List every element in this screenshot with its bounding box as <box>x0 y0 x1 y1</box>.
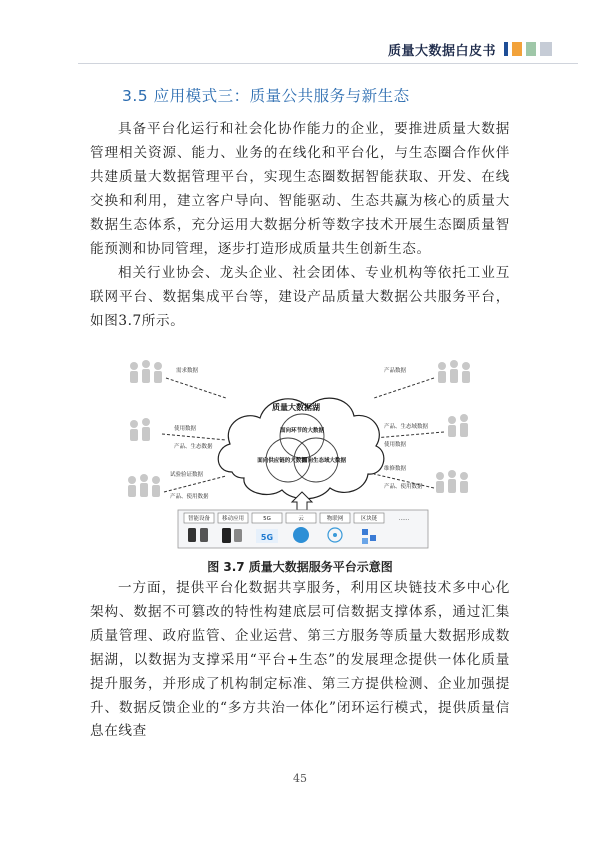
flow-sub-right-2: 使用数据 <box>384 442 407 448</box>
tech-label-cloud: 云 <box>298 516 304 522</box>
tech-label-mobile-app: 移动应用 <box>221 516 245 522</box>
tech-label-iot: 物联网 <box>326 516 344 522</box>
tech-label-more: ...... <box>398 516 410 522</box>
page-number: 45 <box>293 772 307 785</box>
flow-label-left-2: 使用数据 <box>174 426 197 432</box>
data-lake-cloud <box>218 398 384 499</box>
flow-label-right-1: 产品数据 <box>384 368 407 374</box>
tech-label-5g: 5G <box>263 516 271 522</box>
venn-left-label: 面向供应链的大数据 <box>257 458 307 464</box>
flow-label-left-3: 试验验证数据 <box>170 472 204 478</box>
paragraph-2: 相关行业协会、龙头企业、社会团体、专业机构等依托工业互联网平台、数据集成平台等，建设产品质量大数据公共服务平台，如图3.7所示。 <box>90 265 510 329</box>
user-group-icon <box>130 360 162 383</box>
blockchain-icon <box>362 529 368 535</box>
phone-icon <box>200 528 208 542</box>
phone-icon <box>222 528 231 543</box>
paragraph-1: 具备平台化运行和社会化协作能力的企业，要推进质量大数据管理相关资源、能力、业务的在线化和平台化，与生态圈合作伙伴共建质量大数据管理平台，实现生态圈数据智能获取、开发、在线交换和利用，建立客户导向、智能驱动、生态共赢为核心的质量大数据生态体系，充分运用大数据分析等数字技术开展生态圈质量智能预测和协同管理，逐步打造形成质量共生创新生态。 <box>90 121 510 257</box>
venn-right-label: 面向生态域大数据 <box>301 458 347 464</box>
flow-sub-right-3: 产品、使用数据 <box>384 484 423 490</box>
header-rule <box>78 63 578 64</box>
venn-top-label: 面向环节的大数据 <box>279 428 325 434</box>
flow-label-left-1: 需求数据 <box>176 368 199 374</box>
tech-label-blockchain: 区块链 <box>360 516 378 522</box>
flow-label-right-2: 产品、生态域数据 <box>384 424 429 430</box>
user-group-icon <box>436 470 468 493</box>
user-group-icon <box>128 474 160 497</box>
header-decor-bars <box>504 42 552 56</box>
phone-icon <box>188 528 196 542</box>
user-group-icon <box>130 418 150 441</box>
flow-sub-left-3: 产品、使用数据 <box>170 494 209 500</box>
section-title: 3.5 应用模式三：质量公共服务与新生态 <box>122 87 410 105</box>
svg-text:5G: 5G <box>260 533 274 542</box>
tech-label-smart-device: 智能设备 <box>187 516 211 522</box>
flow-sub-left-2: 产品、生态数据 <box>174 444 213 450</box>
cloud-title: 质量大数据湖 <box>272 403 320 412</box>
figure-caption: 图 3.7 质量大数据服务平台示意图 <box>207 560 393 574</box>
user-group-icon <box>448 414 468 437</box>
figure-platform-diagram <box>122 352 478 552</box>
cloud-icon <box>293 527 309 543</box>
running-header-title: 质量大数据白皮书 <box>388 44 497 59</box>
paragraph-3: 一方面，提供平台化数据共享服务，利用区块链技术多中心化架构、数据不可篡改的特性构建底层可信数据支撑体系，通过汇集质量管理、政府监管、企业运营、第三方服务等质量大数据形成数据湖，以数据为支撑采用“平台+生态”的发展理念提供一体化质量提升服务，并形成了机构制定标准、第三方提供检测、企业加强提升、数据反馈企业的“多方共治一体化”闭环运行模式，提供质量信息在线查 <box>90 580 510 740</box>
user-group-icon <box>438 360 470 383</box>
phone-icon <box>234 529 242 542</box>
flow-label-right-3: 维修数据 <box>384 466 407 472</box>
